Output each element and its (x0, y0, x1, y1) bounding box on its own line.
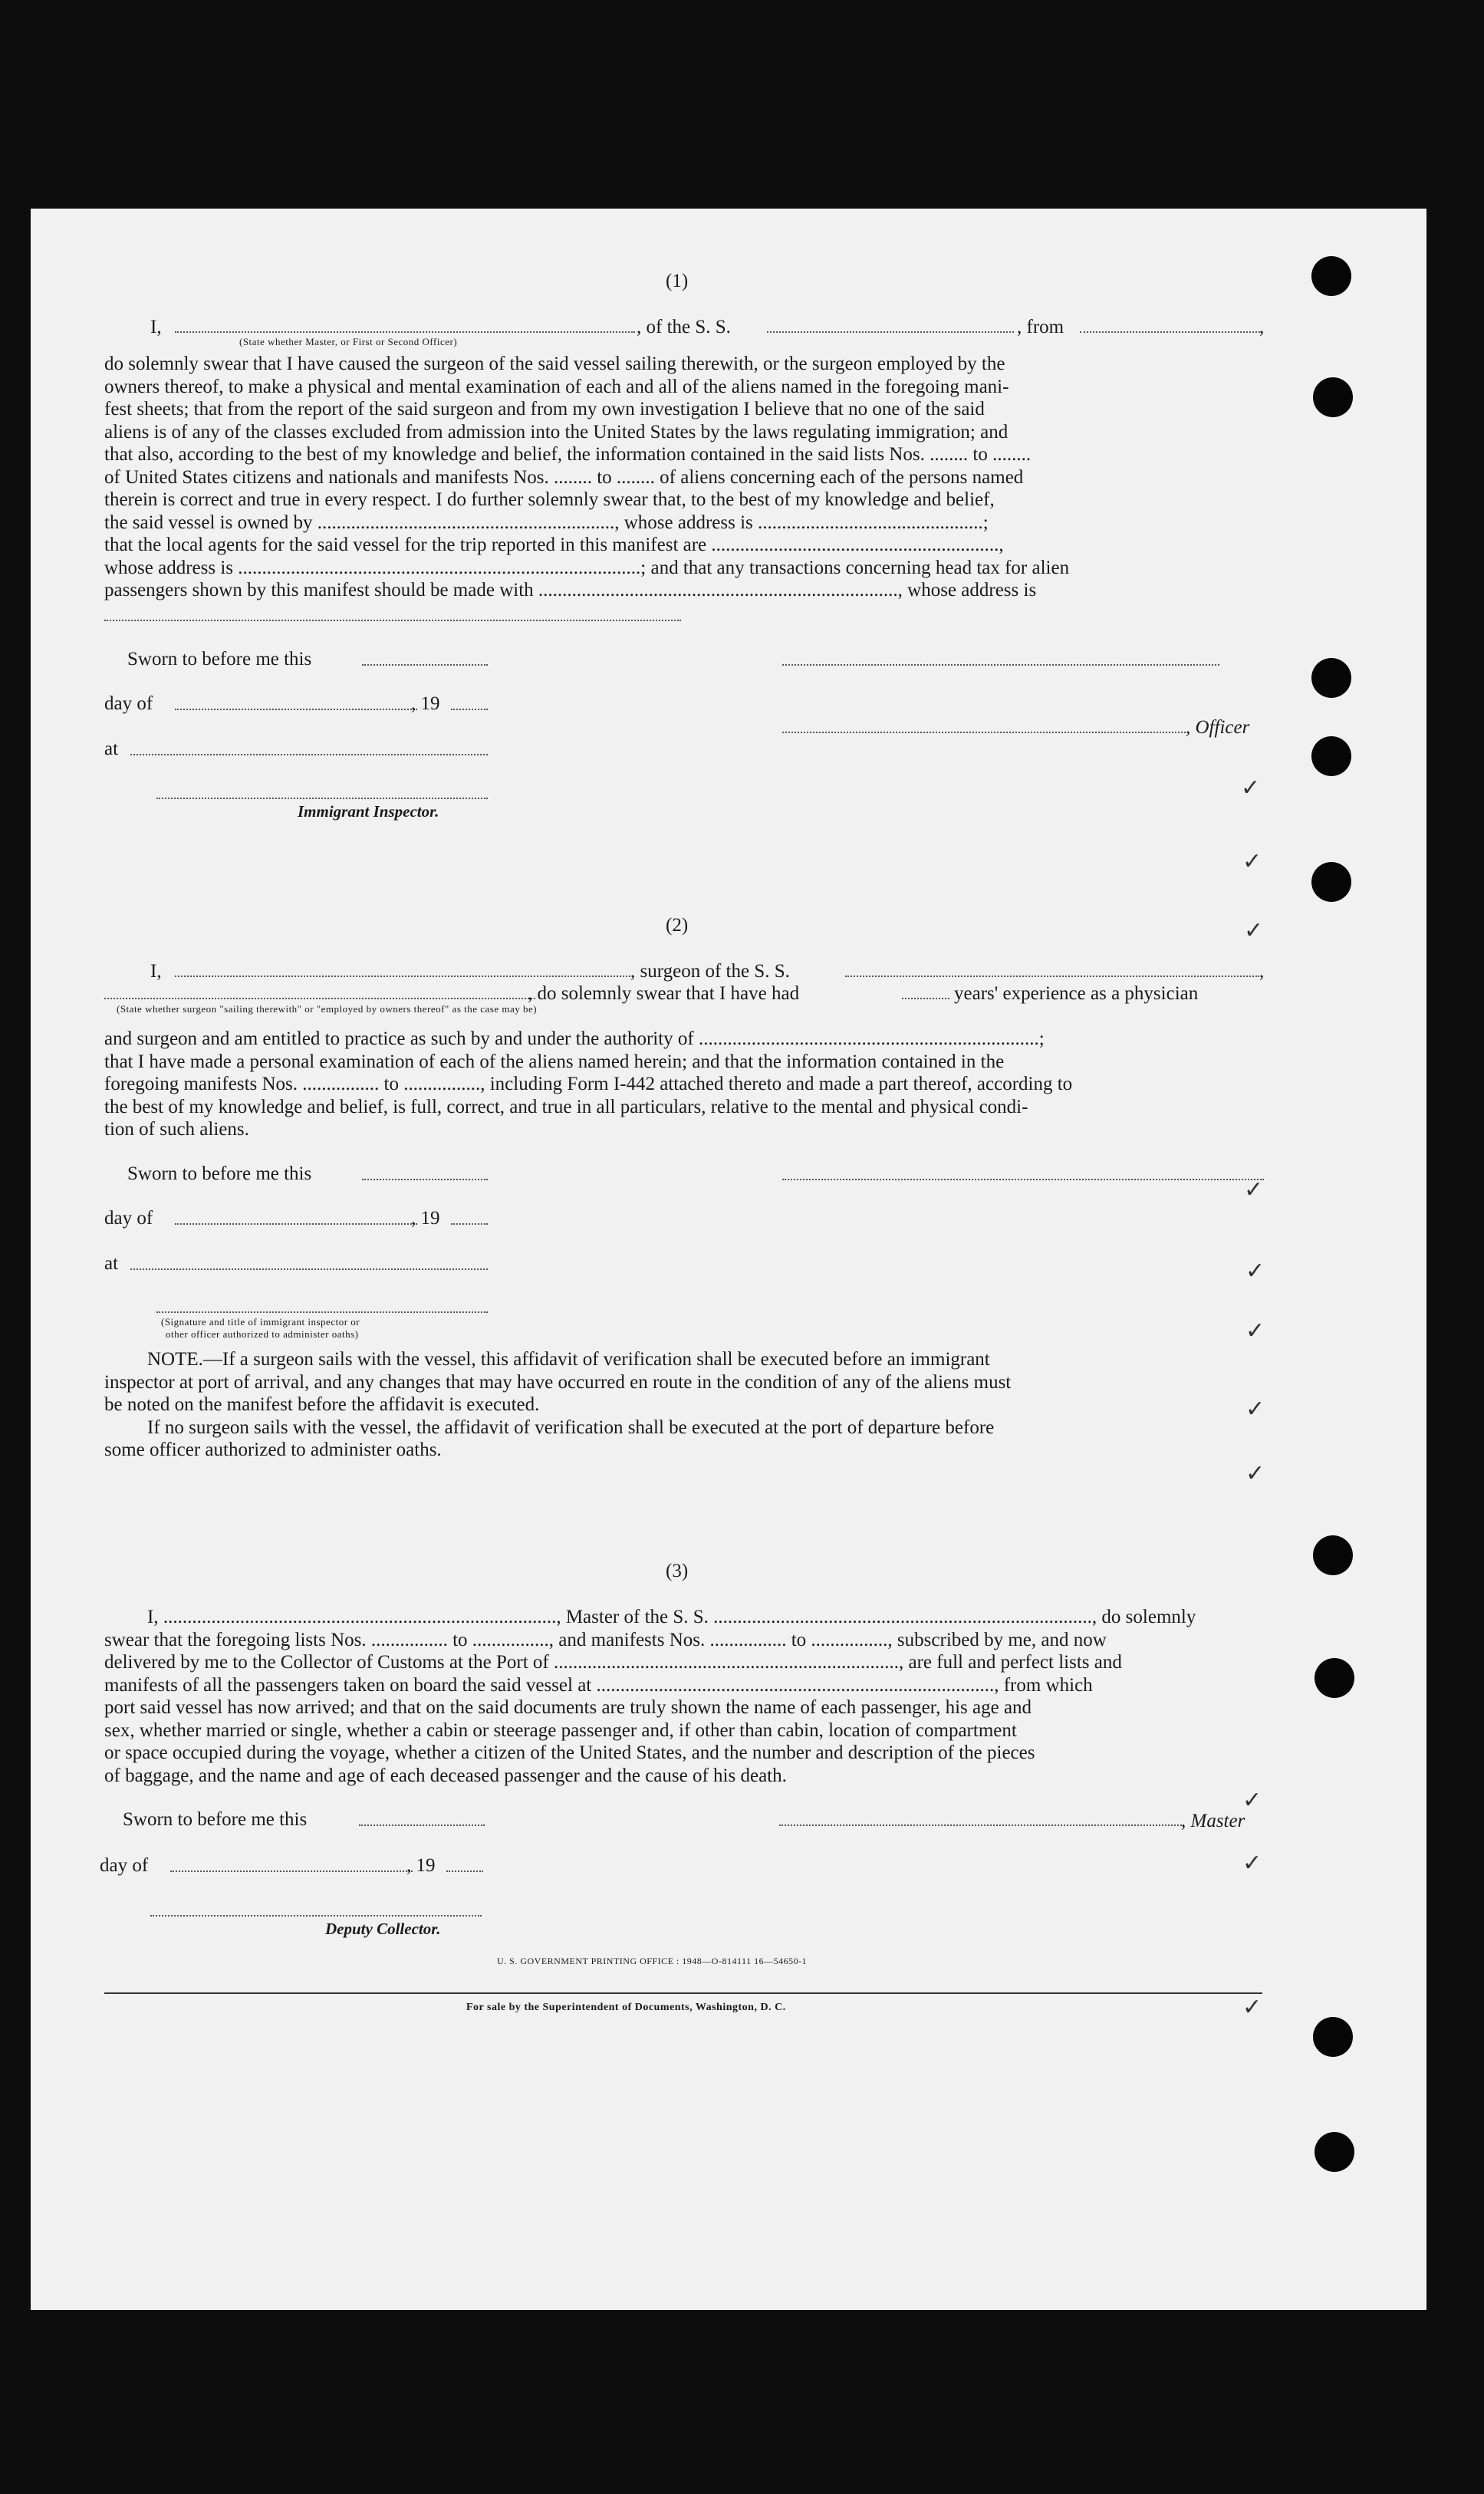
collector-label: Deputy Collector. (325, 1920, 441, 1938)
check-mark-icon: ✓ (1245, 1396, 1265, 1423)
day-of-label-1: day of (104, 693, 153, 714)
check-mark-icon: ✓ (1242, 1850, 1262, 1877)
check-mark-icon: ✓ (1242, 848, 1262, 875)
day-of-label-3: day of (100, 1855, 149, 1876)
check-mark-icon: ✓ (1245, 1318, 1265, 1344)
section-3-number: (3) (666, 1561, 689, 1581)
sworn-date-field-2[interactable] (362, 1179, 488, 1180)
sig-hint-1: (Signature and title of immigrant inspector or (161, 1316, 360, 1328)
officer-name-field[interactable] (175, 331, 635, 333)
punch-hole (1311, 658, 1351, 698)
year-field-2[interactable] (451, 1223, 488, 1225)
year-label-3: , 19 (406, 1855, 436, 1876)
surgeon-type-hint: (State whether surgeon "sailing therewith" or "employed by owners thereof" as the case may be) (117, 1003, 538, 1015)
vessel-name-field[interactable] (767, 331, 1014, 333)
section-1-of-ss: , of the S. S. (637, 317, 731, 337)
check-mark-icon: ✓ (1245, 1258, 1265, 1285)
punch-hole (1311, 862, 1351, 902)
check-mark-icon: ✓ (1245, 1460, 1265, 1487)
year-field-1[interactable] (451, 709, 488, 710)
year-label-1: , 19 (411, 693, 440, 714)
sig-hint-2: other officer authorized to administer oaths) (166, 1328, 359, 1340)
surgeon-vessel-field[interactable] (845, 976, 1259, 977)
year-field-3[interactable] (446, 1871, 483, 1872)
sworn-date-field-1[interactable] (362, 664, 488, 666)
day-of-field-2[interactable] (175, 1223, 417, 1225)
master-signature-field[interactable] (779, 1824, 1184, 1826)
surgeon-signature-field[interactable] (782, 1179, 1264, 1180)
surgeon-name-field[interactable] (175, 976, 630, 977)
punch-hole (1311, 256, 1351, 296)
master-label: , Master (1181, 1811, 1245, 1831)
footer-rule (104, 1992, 1262, 1994)
printing-office-imprint: U. S. GOVERNMENT PRINTING OFFICE : 1948—O-814111 16—54650-1 (497, 1956, 808, 1966)
collector-signature-field[interactable] (150, 1915, 482, 1917)
sworn-label-2: Sworn to before me this (127, 1163, 312, 1184)
section-1-body: do solemnly swear that I have caused the surgeon of the said vessel sailing therewith, or the surgeon employed by the owners thereof, to make a physical and mental examination of each and all of the aliens named in the foregoing mani- fest sheets; that from the report of the said surgeon and from my own investigation I believe that no one of the said aliens is of any of the classes excluded from admission into the United States by the laws regulating immigration; and that also, according to the best of my knowledge and belief, the information contained in the said lists Nos. ........ to ........ of United States citizens and nationals and manifests Nos. ........ to ........ of aliens concerning each of the persons named therein is correct and true in every respect. I do further solemnly swear that, to the best of my knowledge and belief, the said vessel is owned by .............................................................., whose address is ...............................................; that the local agents for the said vessel for the trip reported in this manifest are ............................................................, whose address is ....................................................................................; and that any transactions concerning head tax for alien passengers shown by this manifest should be made with ..........................................................................., whose address is (104, 354, 1070, 600)
at-field-2[interactable] (130, 1268, 488, 1270)
officer-title-field[interactable] (782, 732, 1189, 733)
surgeon-type-field[interactable] (104, 998, 535, 999)
authorized-officer-signature-field[interactable] (156, 1311, 488, 1313)
day-of-field-1[interactable] (175, 709, 417, 710)
sworn-label-3: Sworn to before me this (123, 1809, 308, 1830)
punch-hole (1315, 1658, 1354, 1698)
inspector-signature-field[interactable] (156, 798, 488, 799)
section-3-body: I, .................................................................................., Master of the S. S. ..............................................................................., do solemnly swear that the foregoing lists Nos. ................ to ................, and manifests Nos. ................ to ................, subscribed by me, and now delivered by me to the Collector of Customs at the Port of ........................................................................, are full and perfect lists and manifests of all the passengers taken on board the said vessel at ..................................................................................., from which port said vessel has now arrived; and that on the said documents are truly shown the name of each passenger, his age and sex, whether married or single, whether a cabin or steerage passenger and, if other than cabin, location of compartment or space occupied during the voyage, whether a citizen of the United States, and the number and description of the pieces of baggage, and the name and age of each deceased passenger and the cause of his death. (104, 1607, 1196, 1786)
at-label-2: at (104, 1253, 119, 1274)
check-mark-icon: ✓ (1242, 1787, 1262, 1814)
year-label-2: , 19 (411, 1208, 440, 1229)
section-2-number: (2) (666, 915, 689, 936)
section-1-from: , from (1017, 317, 1064, 337)
section-1-i: I, (150, 317, 162, 337)
sale-notice: For sale by the Superintendent of Documents, Washington, D. C. (466, 2002, 786, 2013)
punch-hole (1313, 377, 1353, 417)
section-2-years: years' experience as a physician (954, 983, 1199, 1004)
from-port-field[interactable] (1080, 331, 1260, 333)
section-2-note: NOTE.—If a surgeon sails with the vessel, this affidavit of verification shall be executed before an immigrant inspector at port of arrival, and any changes that may have occurred en route in the condition of any of the aliens must be noted on the manifest before the affidavit is executed. If no surgeon sails with the vessel, the affidavit of verification shall be executed at the port of departure before some officer authorized to administer oaths. (104, 1349, 1012, 1460)
sworn-label-1: Sworn to before me this (127, 649, 312, 670)
punch-hole (1313, 1535, 1353, 1575)
inspector-label: Immigrant Inspector. (298, 802, 439, 821)
day-of-field-3[interactable] (170, 1871, 413, 1872)
at-label-1: at (104, 739, 119, 759)
section-1-number: (1) (666, 271, 689, 291)
check-mark-icon: ✓ (1244, 1176, 1264, 1203)
day-of-label-2: day of (104, 1208, 153, 1229)
officer-signature-field[interactable] (782, 664, 1219, 666)
section-2-surgeon-of: , surgeon of the S. S. (630, 961, 790, 982)
check-mark-icon: ✓ (1242, 1994, 1262, 2021)
years-field[interactable] (902, 998, 949, 999)
sworn-date-field-3[interactable] (359, 1824, 485, 1826)
officer-rank-hint: (State whether Master, or First or Second Officer) (239, 336, 458, 347)
punch-hole (1311, 736, 1351, 776)
check-mark-icon: ✓ (1244, 917, 1264, 944)
head-tax-address-field[interactable] (104, 620, 681, 621)
section-2-i: I, (150, 961, 162, 982)
section-2-swear: , do solemnly swear that I have had (528, 983, 800, 1004)
punch-hole (1313, 2017, 1353, 2057)
section-2-body: and surgeon and am entitled to practice as such by and under the authority of .......................................................................; that I have made a personal examination of each of the aliens named herein; and that the information contained in the foregoing manifests Nos. ................ to ................, including Form I-442 attached thereto and made a part thereof, according to the best of my knowledge and belief, is full, correct, and true in all particulars, relative to the mental and physical condi- tion of such aliens. (104, 1028, 1073, 1140)
check-mark-icon: ✓ (1241, 775, 1261, 801)
officer-label: , Officer (1186, 717, 1250, 738)
punch-hole (1315, 2132, 1354, 2172)
at-field-1[interactable] (130, 754, 488, 755)
